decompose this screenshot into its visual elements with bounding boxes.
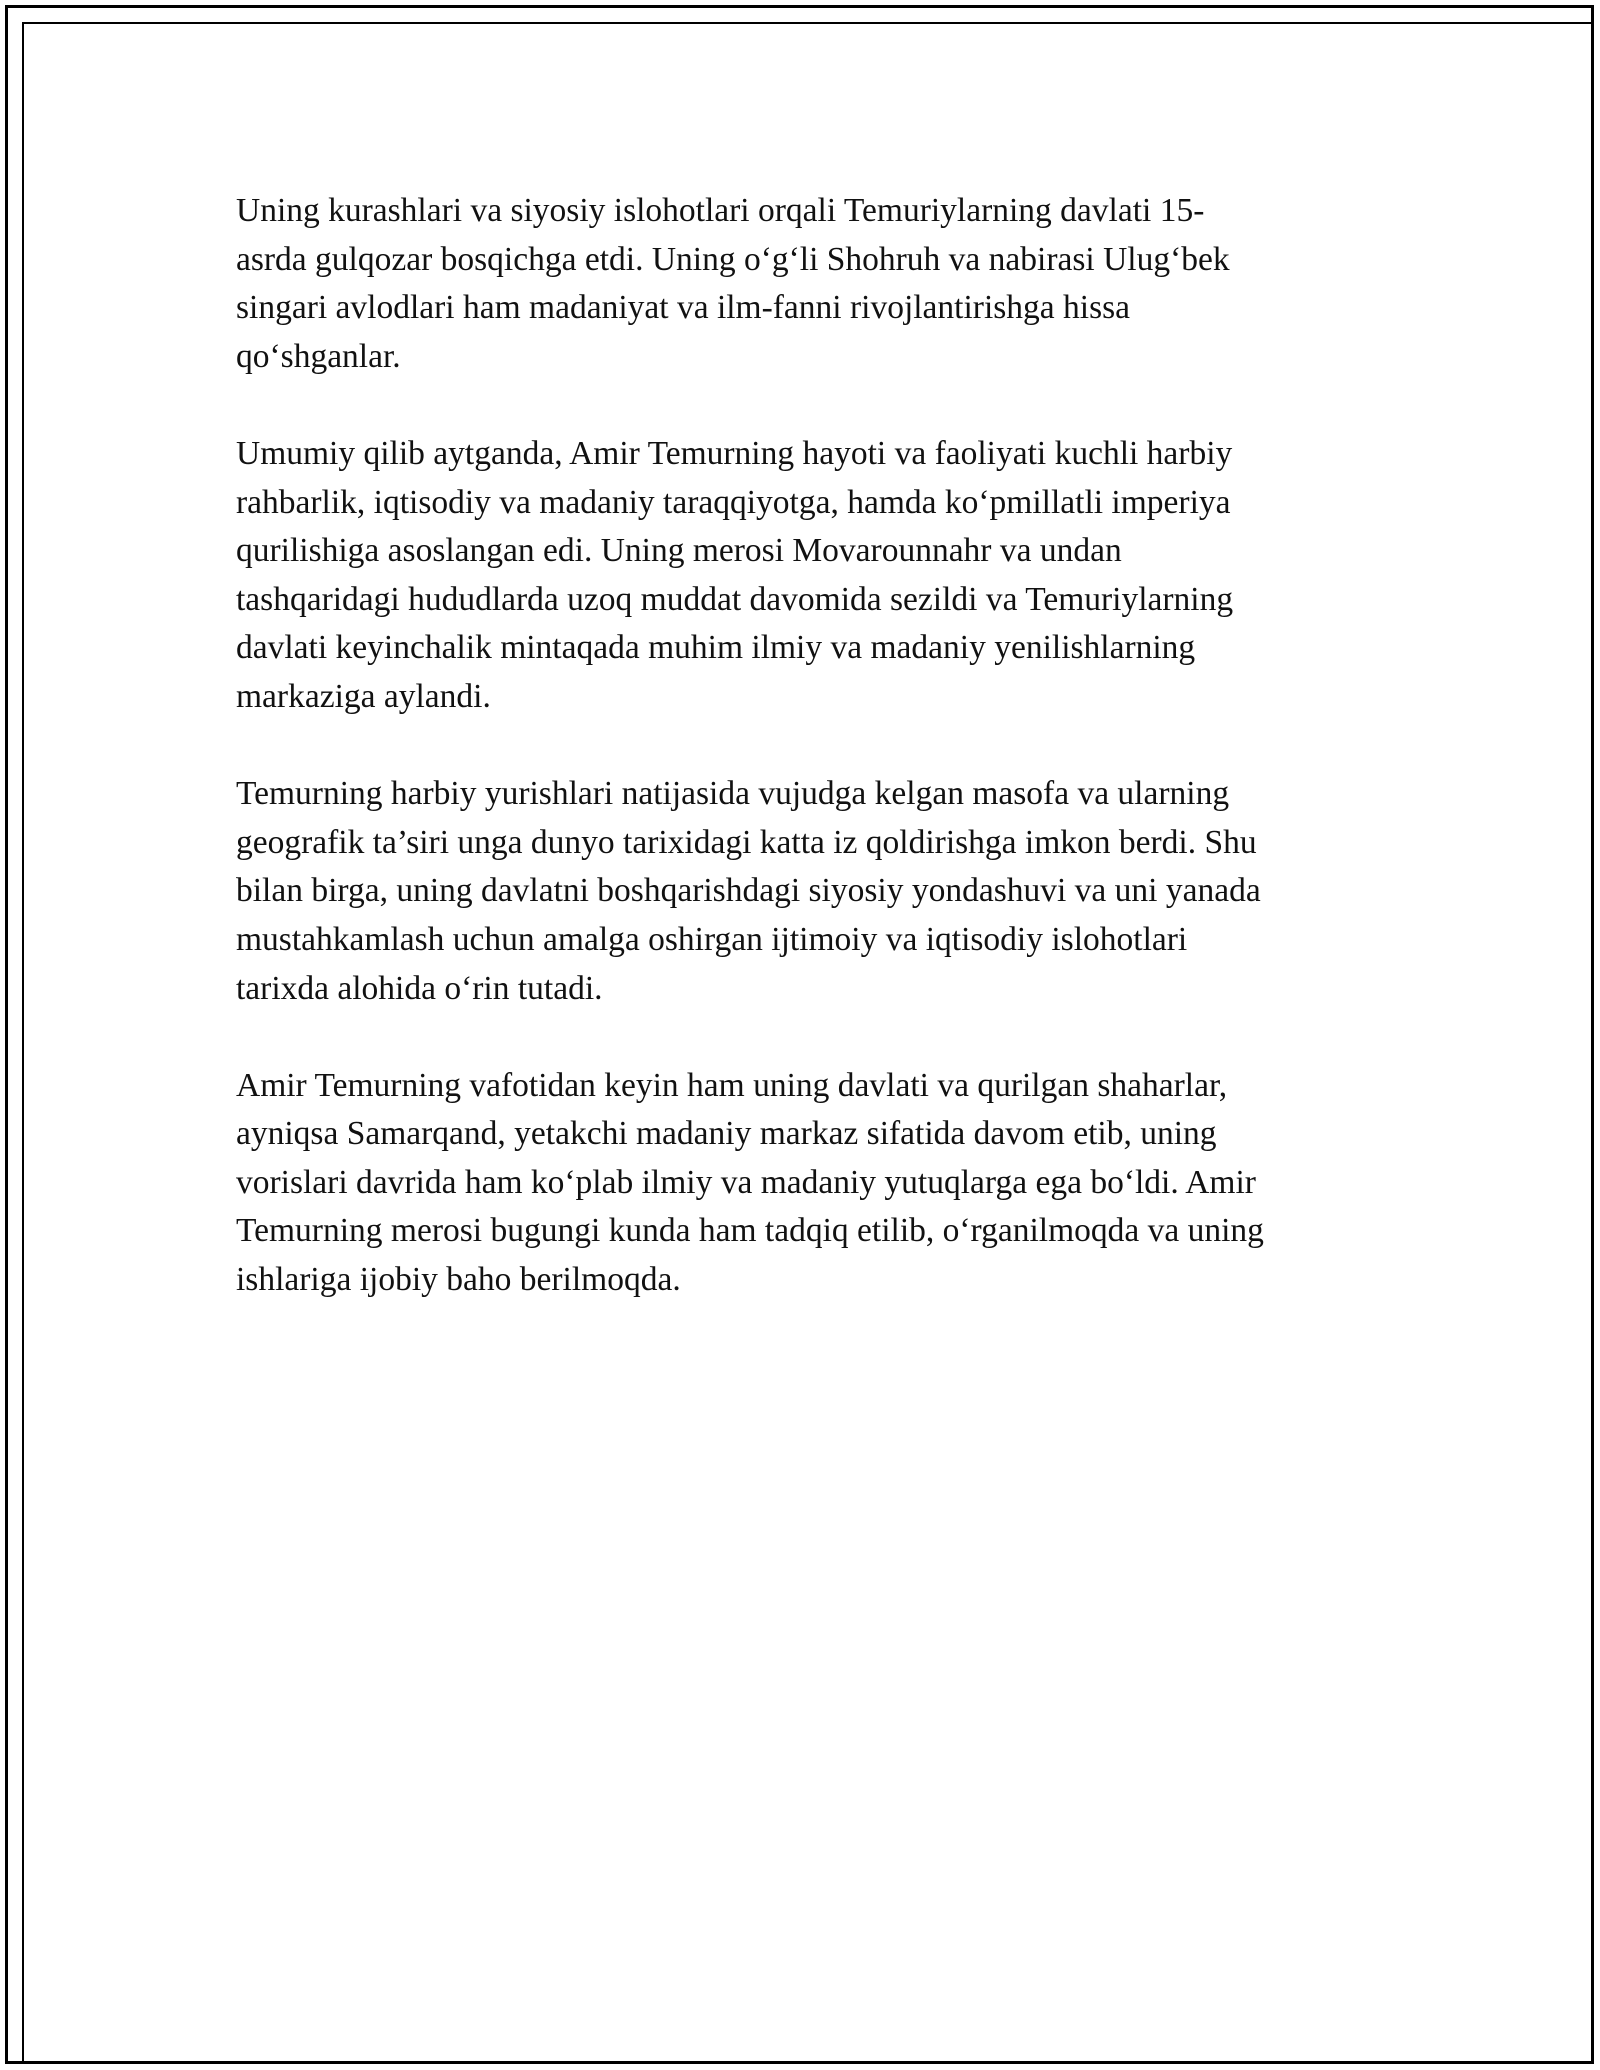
text-line: bilan birga, uning davlatni boshqarishdagi siyosiy yondashuvi va uni yanada bbox=[236, 872, 1261, 910]
text-line: Uning kurashlari va siyosiy islohotlari orqali Temuriylarning davlati 15- bbox=[236, 192, 1205, 229]
document-body bbox=[236, 187, 1386, 1353]
text-line: davlati keyinchalik mintaqada muhim ilmiy va madaniy yenilishlarning bbox=[236, 629, 1196, 667]
text-line: tashqaridagi hududlarda uzoq muddat davomida sezildi va Temuriylarning bbox=[236, 580, 1234, 618]
text-line: rahbarlik, iqtisodiy va madaniy taraqqiyotga, hamda ko‘pmillatli imperiya bbox=[236, 483, 1231, 521]
text-line: ayniqsa Samarqand, yetakchi madaniy markaz sifatida davom etib, uning bbox=[236, 1115, 1217, 1153]
text-line: Temurning harbiy yurishlari natijasida vujudga kelgan masofa va ularning bbox=[236, 775, 1230, 813]
text-line: qurilishiga asoslangan edi. Uning merosi Movarounnahr va undan bbox=[236, 532, 1122, 570]
text-line: singari avlodlari ham madaniyat va ilm-fanni rivojlantirishga hissa bbox=[236, 289, 1131, 327]
text-line: Amir Temurning vafotidan keyin ham uning davlati va qurilgan shaharlar, bbox=[236, 1066, 1228, 1104]
text-line: vorislari davrida ham ko‘plab ilmiy va madaniy yutuqlarga ega bo‘ldi. Amir bbox=[236, 1163, 1256, 1201]
text-line: tarixda alohida o‘rin tutadi. bbox=[236, 969, 603, 1007]
text-line: mustahkamlash uchun amalga oshirgan ijtimoiy va iqtisodiy islohotlari bbox=[236, 920, 1188, 958]
text-line: asrda gulqozar bosqichga etdi. Uning o‘g‘li Shohruh va nabirasi Ulug‘bek bbox=[236, 240, 1230, 278]
text-line: Temurning merosi bugungi kunda ham tadqiq etilib, o‘rganilmoqda va uning bbox=[236, 1212, 1264, 1250]
text-line: qo‘shganlar. bbox=[236, 337, 401, 375]
text-line: geografik ta’siri unga dunyo tarixidagi katta iz qoldirishga imkon berdi. Shu bbox=[236, 823, 1257, 861]
paragraph-3 bbox=[236, 770, 1386, 1013]
text-line: Umumiy qilib aytganda, Amir Temurning hayoti va faoliyati kuchli harbiy bbox=[236, 434, 1233, 472]
text-line: ishlariga ijobiy baho berilmoqda. bbox=[236, 1261, 681, 1299]
paragraph-1 bbox=[236, 187, 1386, 381]
text-line: markaziga aylandi. bbox=[236, 677, 491, 715]
paragraph-4 bbox=[236, 1062, 1386, 1305]
paragraph-2 bbox=[236, 430, 1386, 722]
